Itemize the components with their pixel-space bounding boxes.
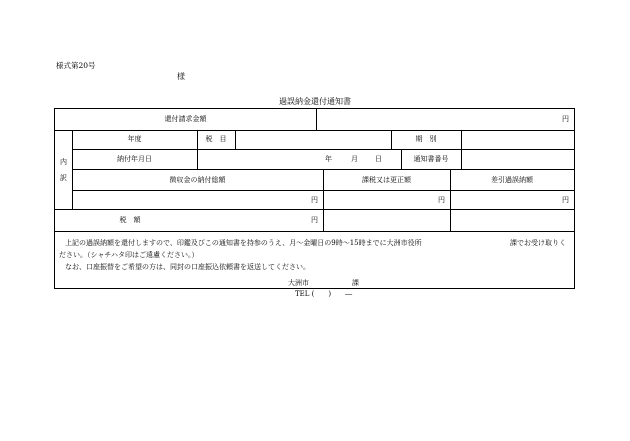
rule-period-value <box>461 130 462 149</box>
rule-amount-bottom <box>55 231 574 232</box>
issuer-tel: TEL ( ) ― <box>295 290 353 298</box>
rule-breakdown-bottom <box>55 209 574 210</box>
rule-notice-value <box>461 149 462 169</box>
period-label: 期 別 <box>415 135 437 143</box>
tax-amount-label: 税 額 <box>119 216 141 224</box>
total-paid-unit: 円 <box>311 196 318 204</box>
notice-line-1a: 上記の過誤納額を還付しますので、印鑑及びこの通知書を持参のうえ、月～金曜日の9時～15時までに大洲市役所 <box>65 239 422 247</box>
form-number: 様式第20号 <box>56 61 96 70</box>
overpayment-label: 差引過誤納額 <box>491 176 533 184</box>
payment-date-label: 納付年月日 <box>117 155 152 163</box>
fiscal-year-label: 年度 <box>127 135 142 143</box>
issuer-section: 課 <box>352 279 359 287</box>
notice-number-label: 通知書番号 <box>413 155 449 163</box>
tax-amount-unit: 円 <box>311 216 318 224</box>
document-title: 過誤納金還付通知書 <box>279 97 351 106</box>
correct-tax-label: 課税又は更正額 <box>362 176 411 184</box>
notice-form <box>54 108 575 298</box>
payment-date-month: 月 <box>351 155 358 163</box>
refund-request-label: 還付請求金額 <box>164 115 207 123</box>
tax-item-label: 税 目 <box>205 135 227 143</box>
breakdown-label-char1: 内 <box>60 158 67 166</box>
rule-refund-bottom <box>55 130 574 131</box>
issuer-city: 大洲市 <box>288 279 309 287</box>
total-paid-label: 徴収金の納付総額 <box>169 176 226 184</box>
rule-refund-split <box>316 109 317 130</box>
rule-row1-bottom <box>72 149 574 150</box>
rule-taxitem-value <box>235 130 236 149</box>
notice-line-3: なお、口座振替をご希望の方は、同封の口座振込依頼書を返送してください。 <box>65 263 310 271</box>
notice-line-2: ださい。（シャチハタ印はご遠慮ください。） <box>59 251 199 259</box>
correct-tax-unit: 円 <box>438 196 445 204</box>
notice-line-1b: 課でお受け取りく <box>510 239 566 247</box>
breakdown-label-char2: 訳 <box>60 174 67 182</box>
payment-date-year: 年 <box>325 155 332 163</box>
addressee-suffix: 様 <box>177 72 185 81</box>
payment-date-day: 日 <box>375 155 382 163</box>
overpayment-unit: 円 <box>562 196 569 204</box>
refund-request-unit: 円 <box>562 115 569 123</box>
